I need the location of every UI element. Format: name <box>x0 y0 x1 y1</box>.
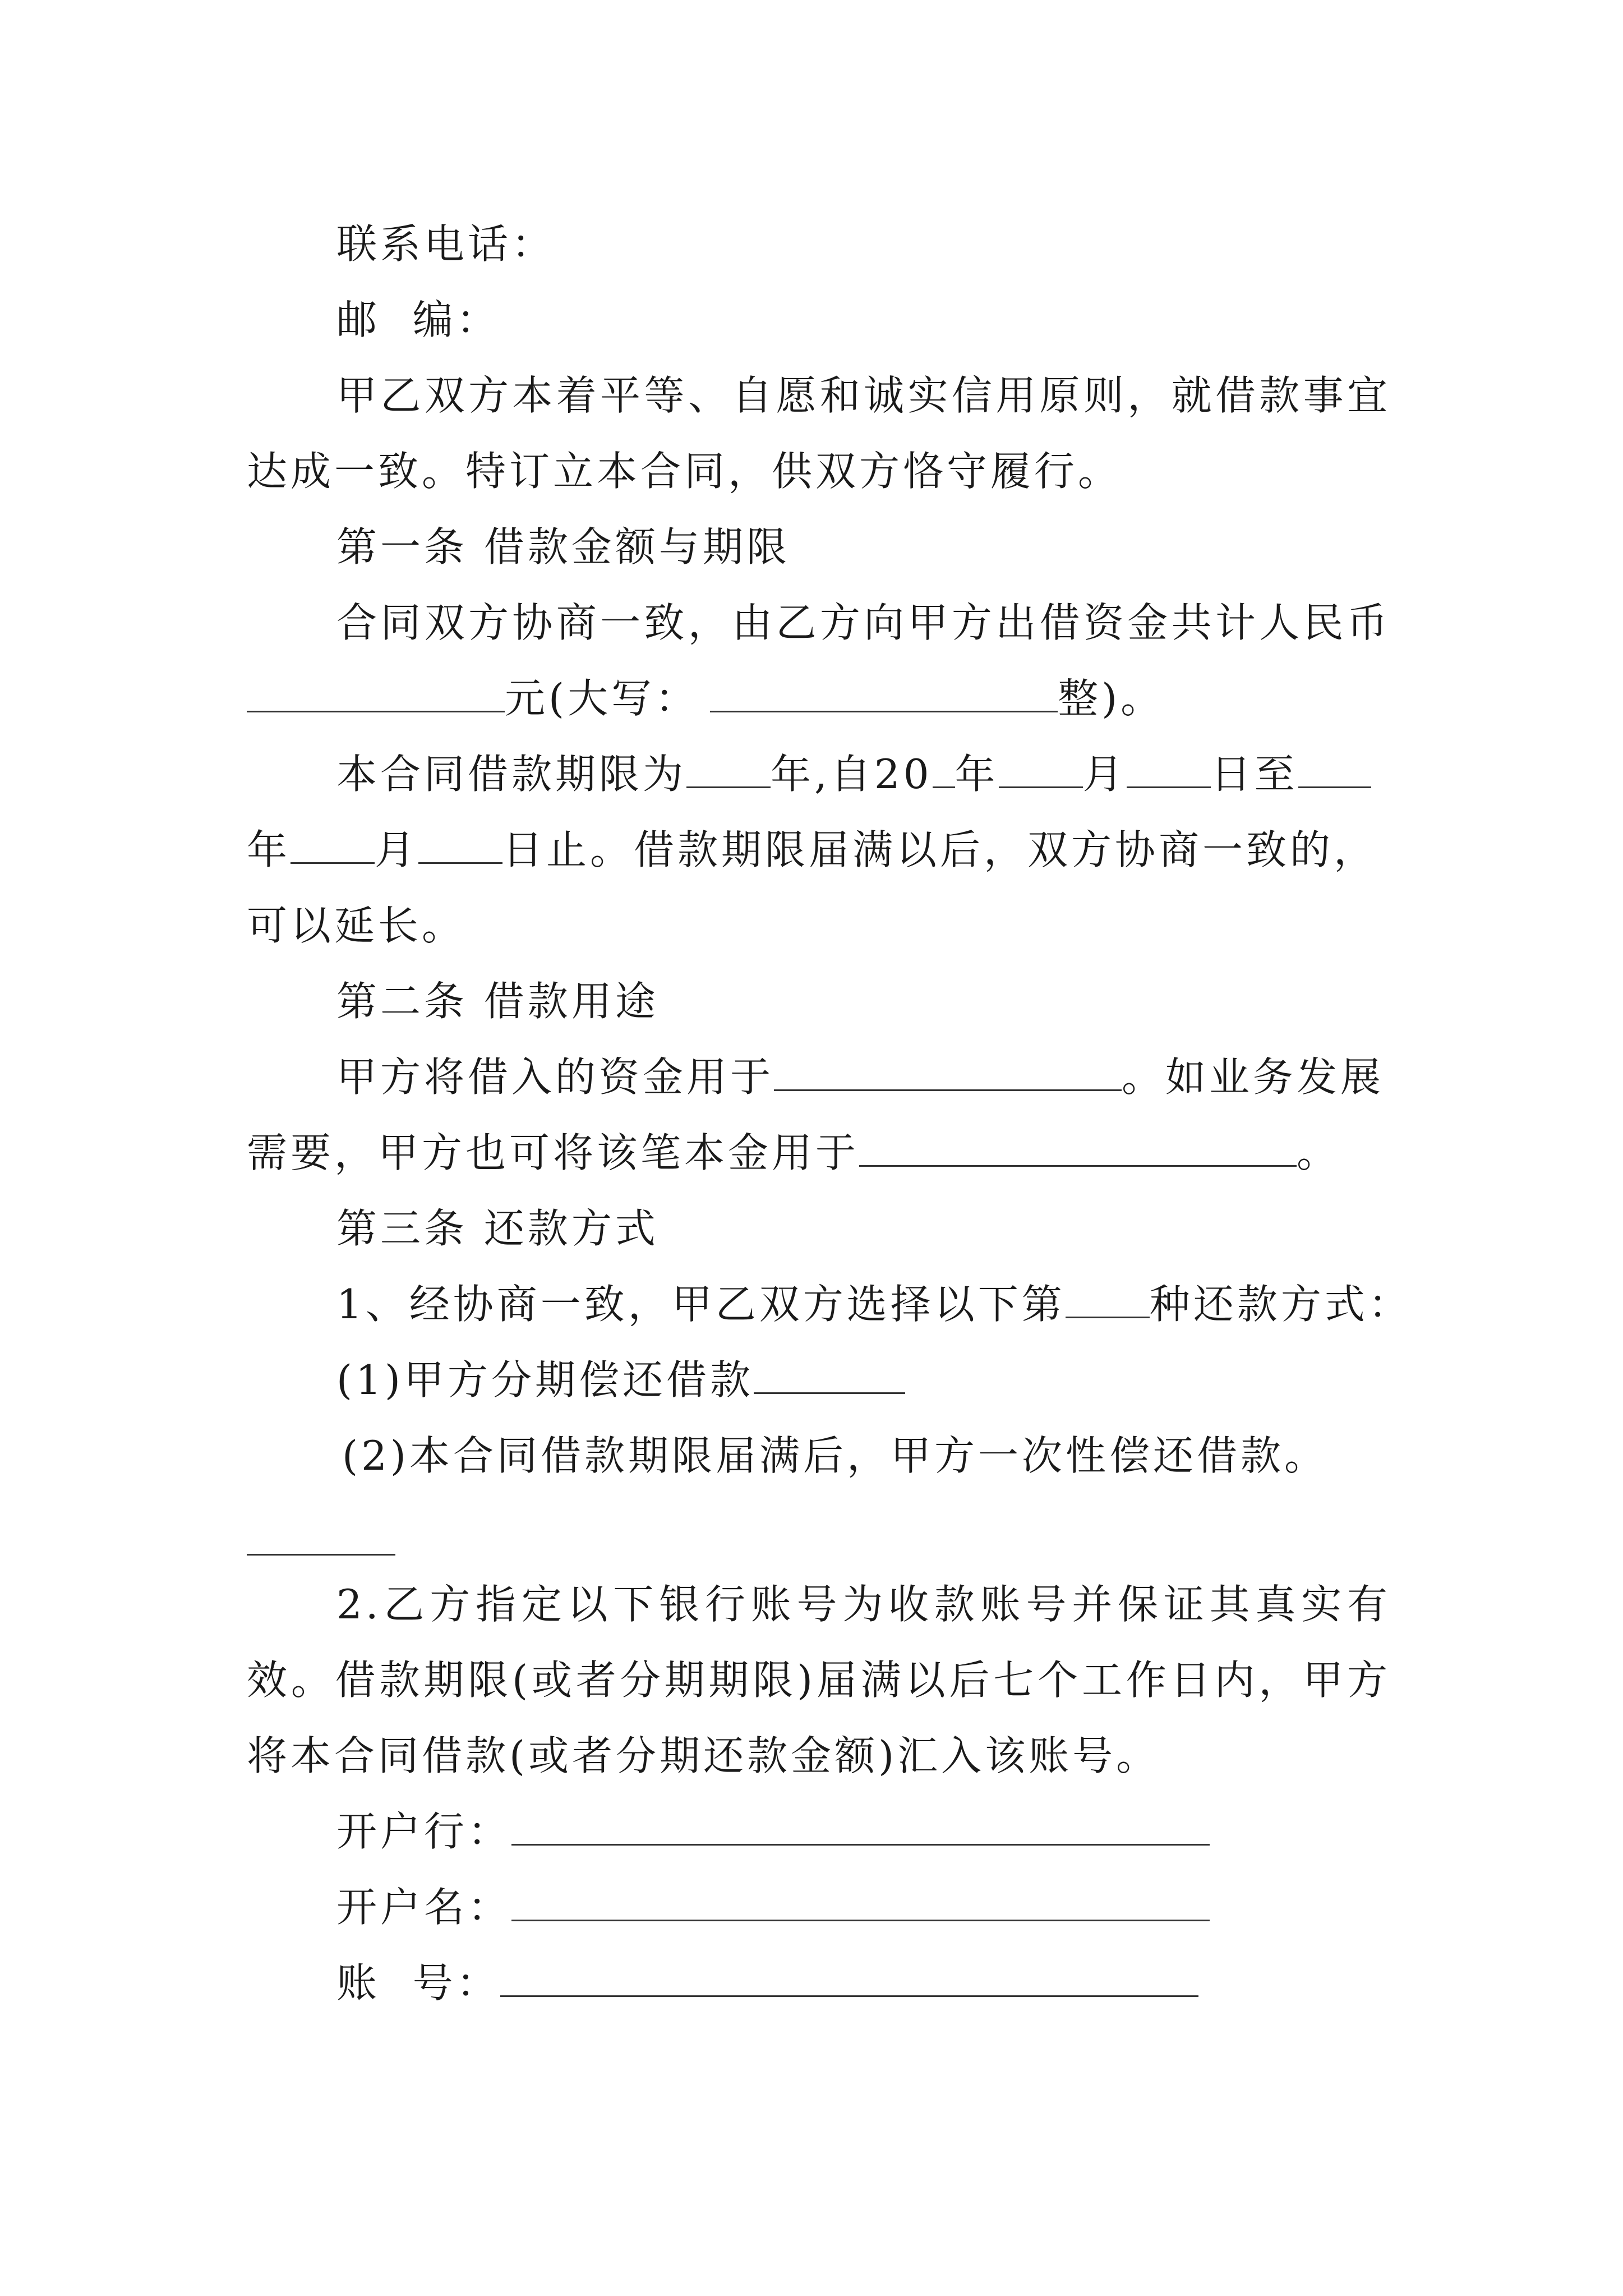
start-month-blank[interactable] <box>999 747 1083 788</box>
month-label: 月 <box>1082 751 1127 798</box>
article3-option1 <box>336 1352 1391 1408</box>
alt-purpose-label: 需要，甲方也可将该笔本金用于 <box>247 1129 860 1176</box>
bank-branch-label: 开户行： <box>336 1808 512 1855</box>
month-label-2: 月 <box>375 826 419 873</box>
article3-item2-line1: 2.乙方指定以下银行账号为收款账号并保证其真实有 <box>336 1581 1391 1628</box>
article3-item2-line3: 将本合同借款(或者分期还款金额)汇入该账号。 <box>247 1732 1160 1779</box>
term-years-blank[interactable] <box>686 747 771 788</box>
postcode-label: 邮 编： <box>336 296 500 343</box>
article3-option2: (2)本合同借款期限届满后，甲方一次性偿还借款。 <box>342 1432 1328 1479</box>
amount-words-blank[interactable] <box>710 671 1058 712</box>
bank-name-label: 开户名： <box>336 1884 512 1931</box>
article3-item1 <box>336 1276 1412 1332</box>
bank-name-input[interactable] <box>511 1886 1210 1921</box>
postcode-line <box>336 292 1391 348</box>
phone-label: 联系电话： <box>336 220 556 268</box>
zheng-label: 整)。 <box>1058 675 1165 722</box>
bank-account-line <box>336 1955 1391 2011</box>
start-day-blank[interactable] <box>1127 747 1211 788</box>
article1-title: 第一条 借款金额与期限 <box>336 523 790 570</box>
alt-purpose-end: 。 <box>1297 1129 1341 1176</box>
purpose-end: 。如业务发展 <box>1122 1053 1385 1101</box>
bank-branch-input[interactable] <box>511 1810 1210 1846</box>
day-to-label: 日至 <box>1210 751 1298 798</box>
phone-line <box>336 216 1391 272</box>
option1-blank[interactable] <box>754 1353 905 1394</box>
year-from-label: 年,自20 <box>771 751 933 798</box>
option1-label: (1)甲方分期偿还借款 <box>336 1356 754 1404</box>
term-label: 本合同借款期限为 <box>336 751 687 798</box>
article1-p1-line2 <box>247 670 1391 726</box>
bank-account-input[interactable] <box>500 1962 1198 1997</box>
option2-blank-line[interactable] <box>247 1554 395 1556</box>
amount-blank[interactable] <box>247 671 505 712</box>
term-end-text: 日止。借款期限届满以后，双方协商一致的， <box>502 826 1378 873</box>
article2-line2 <box>247 1125 1391 1181</box>
article1-p2-line3: 可以延长。 <box>247 902 466 949</box>
intro-line-2: 达成一致。特订立本合同，供双方恪守履行。 <box>247 448 1122 495</box>
end-year-blank[interactable] <box>1298 747 1371 788</box>
end-month-blank[interactable] <box>291 823 375 864</box>
article1-p1-line1: 合同双方协商一致，由乙方向甲方出借资金共计人民币 <box>336 599 1391 646</box>
article2-title: 第二条 借款用途 <box>336 978 659 1025</box>
start-year-blank[interactable] <box>933 747 955 788</box>
article3-item2-line2: 效。借款期限(或者分期期限)届满以后七个工作日内，甲方 <box>247 1657 1391 1704</box>
alt-purpose-blank[interactable] <box>859 1126 1297 1167</box>
purpose-blank[interactable] <box>774 1050 1122 1091</box>
repay-choice-end: 种还款方式： <box>1149 1281 1412 1328</box>
bank-name-line <box>336 1879 1391 1935</box>
article3-title: 第三条 还款方式 <box>336 1205 659 1252</box>
article1-p2-line2 <box>247 822 1391 878</box>
repay-choice-label: 1、经协商一致，甲乙双方选择以下第 <box>336 1281 1066 1328</box>
year-label-2: 年 <box>247 826 291 873</box>
bank-account-label: 账 号： <box>336 1959 500 2007</box>
intro-line-1: 甲乙双方本着平等、自愿和诚实信用原则，就借款事宜 <box>336 372 1391 419</box>
yuan-label: 元(大写： <box>505 675 699 722</box>
end-day-blank[interactable] <box>418 823 502 864</box>
article1-p2-line1 <box>336 746 1391 802</box>
repay-choice-blank[interactable] <box>1066 1277 1150 1318</box>
year-label: 年 <box>955 751 999 798</box>
bank-branch-line <box>336 1803 1391 1860</box>
article2-line1 <box>336 1049 1391 1105</box>
purpose-label: 甲方将借入的资金用于 <box>336 1053 774 1101</box>
